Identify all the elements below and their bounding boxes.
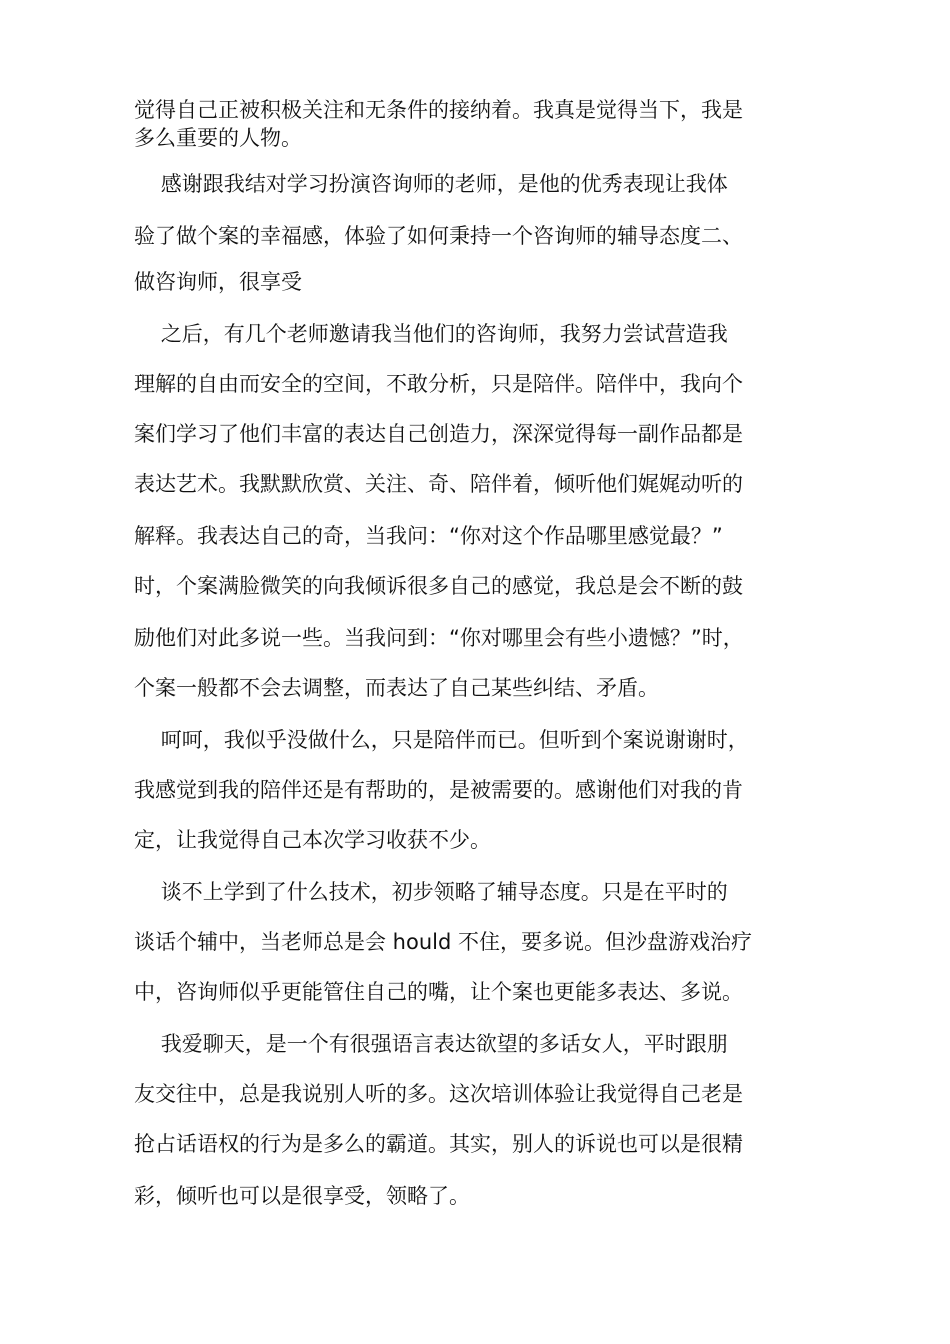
text-line: 定，让我觉得自己本次学习收获不少。 xyxy=(134,828,491,852)
text-line: 彩，倾听也可以是很享受，领略了。 xyxy=(134,1184,470,1208)
text-line: 验了做个案的幸福感，体验了如何秉持一个咨询师的辅导态度二、 xyxy=(134,224,743,248)
text-line: 之后，有几个老师邀请我当他们的咨询师，我努力尝试营造我 xyxy=(134,322,728,346)
text-line: 谈不上学到了什么技术，初步领略了辅导态度。只是在平时的 xyxy=(134,880,728,904)
text-line: 呵呵，我似乎没做什么，只是陪伴而已。但听到个案说谢谢时， xyxy=(134,728,749,752)
text-line: 表达艺术。我默默欣赏、关注、奇、陪伴着，倾听他们娓娓动听的 xyxy=(134,472,743,496)
text-line: 觉得自己正被积极关注和无条件的接纳着。我真是觉得当下，我是 xyxy=(134,98,743,122)
text-line: 个案一般都不会去调整，而表达了自己某些纠结、矛盾。 xyxy=(134,676,659,700)
text-line: 案们学习了他们丰富的表达自己创造力，深深觉得每一副作品都是 xyxy=(134,422,743,446)
text-line: 我爱聊天，是一个有很强语言表达欲望的多话女人，平时跟朋 xyxy=(134,1032,728,1056)
text-line: 中，咨询师似乎更能管住自己的嘴，让个案也更能多表达、多说。 xyxy=(134,980,743,1004)
text-line: 抢占话语权的行为是多么的霸道。其实，别人的诉说也可以是很精 xyxy=(134,1132,743,1156)
text-line: 理解的自由而安全的空间，不敢分析，只是陪伴。陪伴中，我向个 xyxy=(134,372,743,396)
text-line: 励他们对此多说一些。当我问到：“你对哪里会有些小遗憾？”时， xyxy=(134,626,744,650)
text-line: 做咨询师，很享受 xyxy=(134,270,302,294)
text-line: 友交往中，总是我说别人听的多。这次培训体验让我觉得自己老是 xyxy=(134,1082,743,1106)
text-line: 多么重要的人物。 xyxy=(134,126,302,150)
text-line: 时，个案满脸微笑的向我倾诉很多自己的感觉，我总是会不断的鼓 xyxy=(134,574,743,598)
text-line: 我感觉到我的陪伴还是有帮助的，是被需要的。感谢他们对我的肯 xyxy=(134,778,743,802)
text-line: 解释。我表达自己的奇，当我问：“你对这个作品哪里感觉最？” xyxy=(134,524,723,548)
text-line: 谈话个辅中，当老师总是会 hould 不住，要多说。但沙盘游戏治疗 xyxy=(134,930,752,954)
text-line: 感谢跟我结对学习扮演咨询师的老师，是他的优秀表现让我体 xyxy=(134,172,728,196)
